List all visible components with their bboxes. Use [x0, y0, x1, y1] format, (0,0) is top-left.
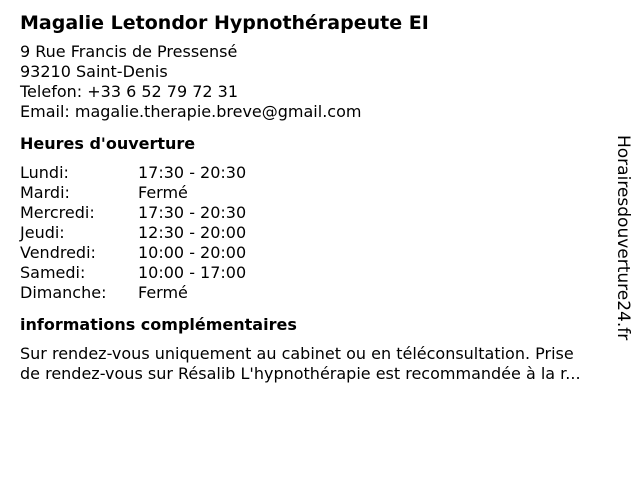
- day-hours: 10:00 - 17:00: [138, 263, 247, 282]
- hours-row-tuesday: [20, 183, 246, 203]
- day-label: Samedi:: [20, 263, 86, 282]
- hours-row-wednesday: [20, 203, 246, 223]
- additional-info-text: [20, 344, 632, 384]
- day-hours: 12:30 - 20:00: [138, 223, 247, 242]
- phone-line: Telefon: +33 6 52 79 72 31: [20, 82, 239, 101]
- hours-row-thursday: [20, 223, 246, 243]
- day-hours: 10:00 - 20:00: [138, 243, 247, 262]
- hours-row-saturday: [20, 263, 246, 283]
- address-city: 93210 Saint-Denis: [20, 62, 168, 81]
- business-card: [20, 10, 620, 384]
- site-watermark: Horairesdouverture24.fr: [613, 135, 633, 341]
- info-line-1: Sur rendez-vous uniquement au cabinet ou en téléconsultation. Prise: [20, 344, 574, 363]
- hours-row-monday: [20, 163, 246, 183]
- address-street: 9 Rue Francis de Pressensé: [20, 42, 238, 61]
- day-hours: Fermé: [138, 183, 188, 202]
- day-hours: 17:30 - 20:30: [138, 203, 247, 222]
- day-label: Mercredi:: [20, 203, 95, 222]
- day-label: Vendredi:: [20, 243, 96, 262]
- opening-hours-table: [20, 163, 246, 303]
- info-line-2: de rendez-vous sur Résalib L'hypnothérapie est recommandée à la r...: [20, 364, 581, 383]
- day-label: Mardi:: [20, 183, 70, 202]
- hours-row-friday: [20, 243, 246, 263]
- day-label: Dimanche:: [20, 283, 107, 302]
- opening-hours-heading: Heures d'ouverture: [20, 134, 196, 153]
- hours-row-sunday: [20, 283, 246, 303]
- day-label: Jeudi:: [20, 223, 65, 242]
- day-hours: 17:30 - 20:30: [138, 163, 247, 182]
- email-line: Email: magalie.therapie.breve@gmail.com: [20, 102, 362, 121]
- additional-info-heading: informations complémentaires: [20, 315, 297, 334]
- day-label: Lundi:: [20, 163, 69, 182]
- business-name: Magalie Letondor Hypnothérapeute EI: [20, 12, 429, 34]
- day-hours: Fermé: [138, 283, 188, 302]
